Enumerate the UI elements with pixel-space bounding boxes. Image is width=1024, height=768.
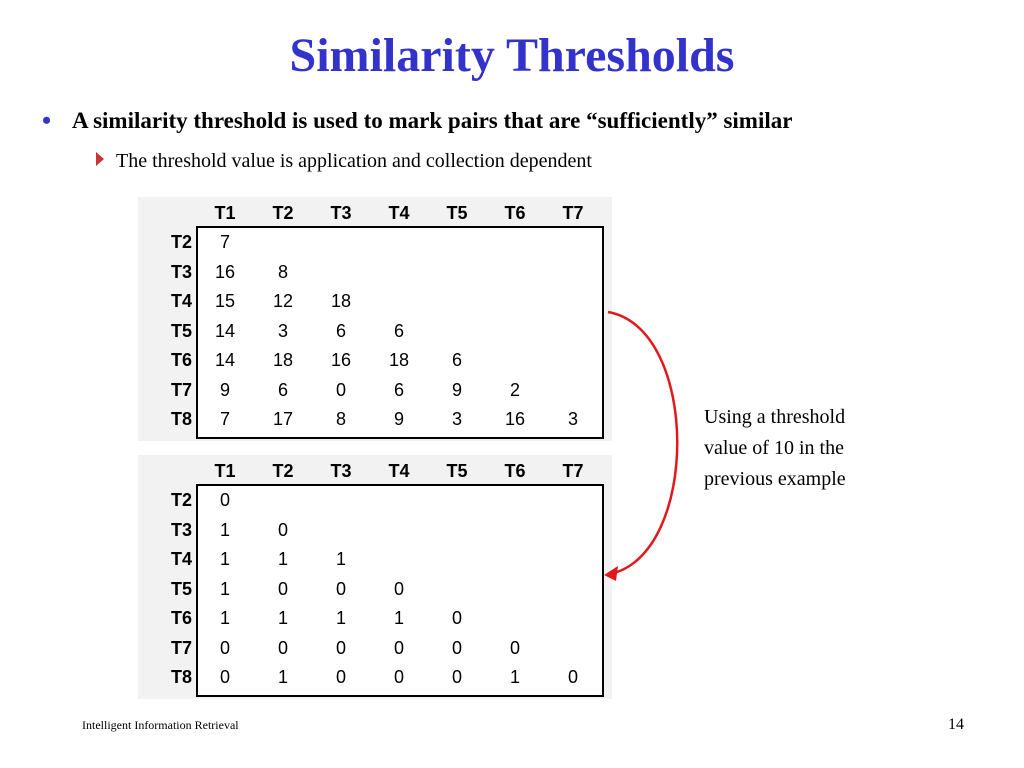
column-header: T1 xyxy=(214,461,236,481)
table-cell: 1 xyxy=(219,519,230,540)
row-header: T3 xyxy=(170,519,192,540)
slide-title: Similarity Thresholds xyxy=(289,29,735,82)
sub-bullet-text: The threshold value is application and collection dependent xyxy=(116,150,592,172)
footer-course: Intelligent Information Retrieval xyxy=(82,718,239,732)
table-cell: 0 xyxy=(277,578,288,599)
table-cell: 0 xyxy=(335,667,346,687)
column-header: T2 xyxy=(272,203,294,223)
column-header: T6 xyxy=(504,203,526,223)
table-cell: 0 xyxy=(567,667,578,687)
table-cell: 0 xyxy=(451,667,462,687)
row-header: T6 xyxy=(170,350,192,370)
connector-curve xyxy=(608,312,677,574)
row-header: T6 xyxy=(170,608,192,628)
table-cell: 15 xyxy=(214,291,236,311)
column-header: T2 xyxy=(272,461,294,481)
table-cell: 0 xyxy=(277,519,288,540)
column-header: T7 xyxy=(562,203,584,223)
table-cell: 6 xyxy=(335,320,346,341)
column-header: T6 xyxy=(504,461,526,481)
row-header: T7 xyxy=(170,379,192,400)
table-cell: 0 xyxy=(335,637,346,658)
table-cell: 0 xyxy=(509,637,520,658)
table-cell: 14 xyxy=(214,350,236,370)
table-cell: 1 xyxy=(393,608,404,628)
table-cell: 6 xyxy=(451,350,462,370)
table-cell: 3 xyxy=(451,409,462,429)
table-cell: 17 xyxy=(272,409,294,429)
row-header: T7 xyxy=(170,637,192,658)
table-cell: 16 xyxy=(504,409,526,429)
table-cell: 6 xyxy=(277,379,288,400)
column-header: T5 xyxy=(446,203,468,223)
table-cell: 0 xyxy=(393,667,404,687)
note-line: value of 10 in the xyxy=(704,437,844,459)
table-cell: 14 xyxy=(214,320,236,341)
column-header: T3 xyxy=(330,461,352,481)
table-cell: 0 xyxy=(451,608,462,628)
table-cell: 1 xyxy=(219,578,230,599)
table-cell: 12 xyxy=(272,291,294,311)
table-cell: 0 xyxy=(393,578,404,599)
table-cell: 7 xyxy=(219,409,230,429)
row-header: T2 xyxy=(170,490,192,510)
note-line: Using a threshold xyxy=(704,406,846,428)
table-cell: 3 xyxy=(277,320,288,341)
table-cell: 18 xyxy=(330,291,352,311)
table-cell: 8 xyxy=(277,261,288,282)
table-cell: 1 xyxy=(335,608,346,628)
column-header: T7 xyxy=(562,461,584,481)
table-cell: 0 xyxy=(335,379,346,400)
column-header: T1 xyxy=(214,203,236,223)
main-bullet-text: A similarity threshold is used to mark pairs that are “sufficiently” similar xyxy=(72,108,793,133)
table-cell: 9 xyxy=(219,379,230,400)
table-cell: 7 xyxy=(219,232,230,252)
table-cell: 1 xyxy=(219,608,230,628)
table-cell: 9 xyxy=(393,409,404,429)
table-cell: 3 xyxy=(567,409,578,429)
row-header: T2 xyxy=(170,232,192,252)
row-header: T8 xyxy=(170,409,192,429)
table-cell: 9 xyxy=(451,379,462,400)
row-header: T4 xyxy=(170,549,192,569)
row-header: T3 xyxy=(170,261,192,282)
bullet-dot-icon: • xyxy=(42,106,52,135)
table-cell: 6 xyxy=(393,379,404,400)
table-cell: 0 xyxy=(451,637,462,658)
table-cell: 1 xyxy=(277,549,288,569)
row-header: T5 xyxy=(170,578,192,599)
table-cell: 0 xyxy=(277,637,288,658)
row-header: T5 xyxy=(170,320,192,341)
column-header: T5 xyxy=(446,461,468,481)
column-header: T4 xyxy=(388,203,410,223)
table-cell: 16 xyxy=(214,261,236,282)
threshold-note xyxy=(704,402,904,495)
table-cell: 0 xyxy=(219,637,230,658)
note-line: previous example xyxy=(704,468,846,490)
table-cell: 1 xyxy=(277,608,288,628)
table-cell: 18 xyxy=(272,350,294,370)
column-header: T4 xyxy=(388,461,410,481)
page-number: 14 xyxy=(948,716,964,733)
table-cell: 1 xyxy=(509,667,520,687)
table-cell: 1 xyxy=(219,549,230,569)
column-header: T3 xyxy=(330,203,352,223)
table-cell: 1 xyxy=(277,667,288,687)
row-header: T8 xyxy=(170,667,192,687)
table-cell: 0 xyxy=(219,490,230,510)
table-cell: 0 xyxy=(219,667,230,687)
table-cell: 2 xyxy=(509,379,520,400)
arrowhead-icon xyxy=(604,566,618,581)
table-cell: 0 xyxy=(393,637,404,658)
table-cell: 18 xyxy=(388,350,410,370)
table-cell: 16 xyxy=(330,350,352,370)
row-header: T4 xyxy=(170,291,192,311)
table-cell: 6 xyxy=(393,320,404,341)
table-cell: 1 xyxy=(335,549,346,569)
table-cell: 0 xyxy=(335,578,346,599)
table-cell: 8 xyxy=(335,409,346,429)
